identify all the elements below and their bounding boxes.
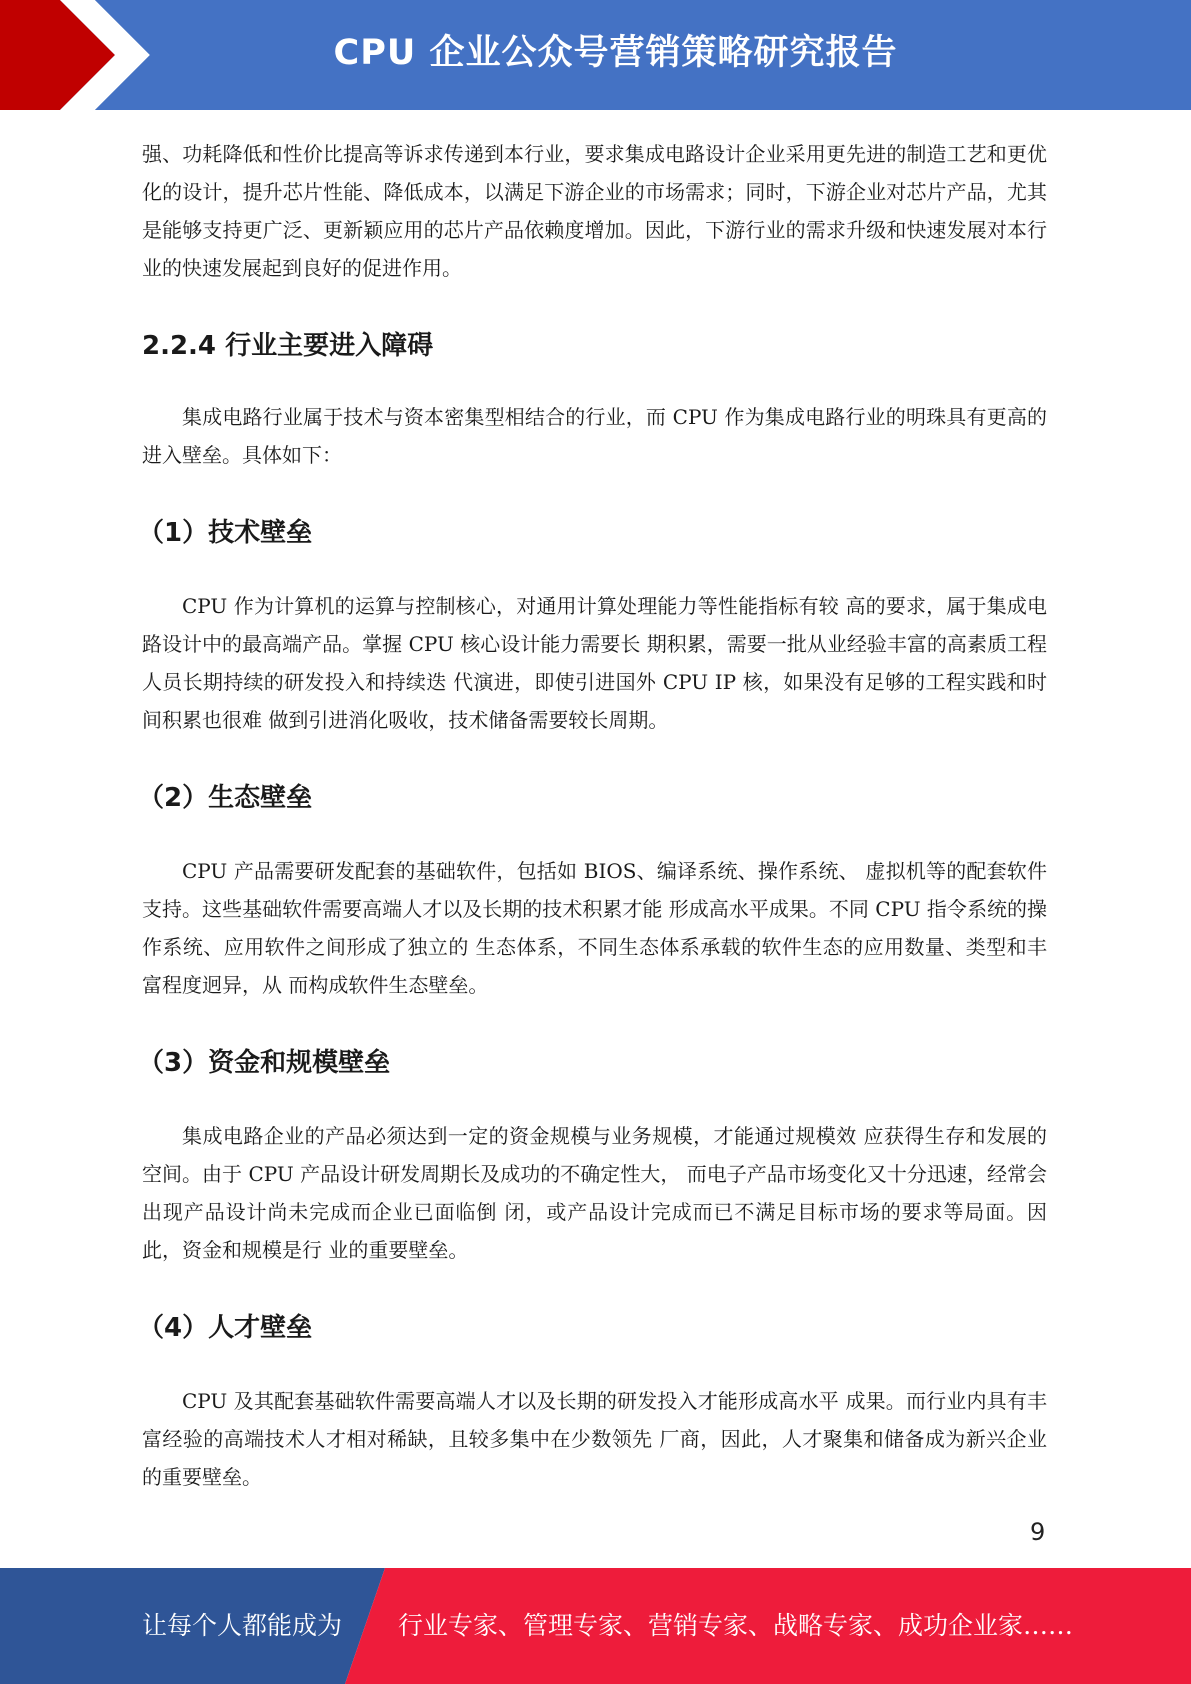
barrier-text-capital-scale: 集成电路企业的产品必须达到一定的资金规模与业务规模，才能通过规模效 应获得生存和发展的空间。由于 CPU 产品设计研发周期长及成功的不确定性大， 而电子产品市场变化又十分迅速，经常会出现产品设计尚未完成而企业已面临倒 闭，或产品设计完成而已不满足目标市场的要求等局面。因此，资金和规模是行 业的重要壁垒。 bbox=[142, 1124, 1047, 1262]
page-footer bbox=[0, 1568, 1191, 1684]
barrier-text-ecosystem: CPU 产品需要研发配套的基础软件，包括如 BIOS、编译系统、操作系统、 虚拟机等的配套软件支持。这些基础软件需要高端人才以及长期的技术积累才能 形成高水平成果。不同 CPU 指令系统的操作系统、应用软件之间形成了独立的 生态体系，不同生态体系承载的软件生态的应用数量、类型和丰富程度迥异，从 而构成软件生态壁垒。 bbox=[142, 859, 1047, 997]
section-heading: 2.2.4 行业主要进入障碍 bbox=[142, 331, 434, 361]
barrier-text-talent: CPU 及其配套基础软件需要高端人才以及长期的研发投入才能形成高水平 成果。而行业内具有丰富经验的高端技术人才相对稀缺，且较多集中在少数领先 厂商，因此，人才聚集和储备成为新兴企业的重要壁垒。 bbox=[142, 1389, 1047, 1489]
barrier-heading-technology: （1）技术壁垒 bbox=[138, 518, 313, 548]
barrier-heading-talent: （4）人才壁垒 bbox=[138, 1313, 313, 1343]
section-intro-paragraph: 集成电路行业属于技术与资本密集型相结合的行业，而 CPU 作为集成电路行业的明珠具有更高的进入壁垒。具体如下： bbox=[142, 405, 1047, 467]
report-title: CPU 企业公众号营销策略研究报告 bbox=[333, 33, 898, 73]
page-header bbox=[0, 0, 1191, 110]
barrier-heading-ecosystem: （2）生态壁垒 bbox=[138, 783, 313, 813]
intro-paragraph: 强、功耗降低和性价比提高等诉求传递到本行业，要求集成电路设计企业采用更先进的制造工艺和更优化的设计，提升芯片性能、降低成本，以满足下游企业的市场需求；同时，下游企业对芯片产品，尤其是能够支持更广泛、更新颖应用的芯片产品依赖度增加。因此，下游行业的需求升级和快速发展对本行业的快速发展起到良好的促进作用。 bbox=[142, 142, 1047, 280]
document-body bbox=[138, 135, 1047, 1496]
footer-slogan-left: 让每个人都能成为 bbox=[142, 1611, 343, 1640]
barrier-text-technology: CPU 作为计算机的运算与控制核心，对通用计算处理能力等性能指标有较 高的要求，属于集成电路设计中的最高端产品。掌握 CPU 核心设计能力需要长 期积累，需要一批从业经验丰富的高素质工程人员长期持续的研发投入和持续迭 代演进，即使引进国外 CPU IP 核，如果没有足够的工程实践和时间积累也很难 做到引进消化吸收，技术储备需要较长周期。 bbox=[142, 594, 1047, 732]
barrier-heading-capital-scale: （3）资金和规模壁垒 bbox=[138, 1048, 391, 1078]
page-number: 9 bbox=[1030, 1518, 1046, 1546]
footer-slogan-right: 行业专家、管理专家、营销专家、战略专家、成功企业家…… bbox=[398, 1611, 1074, 1640]
